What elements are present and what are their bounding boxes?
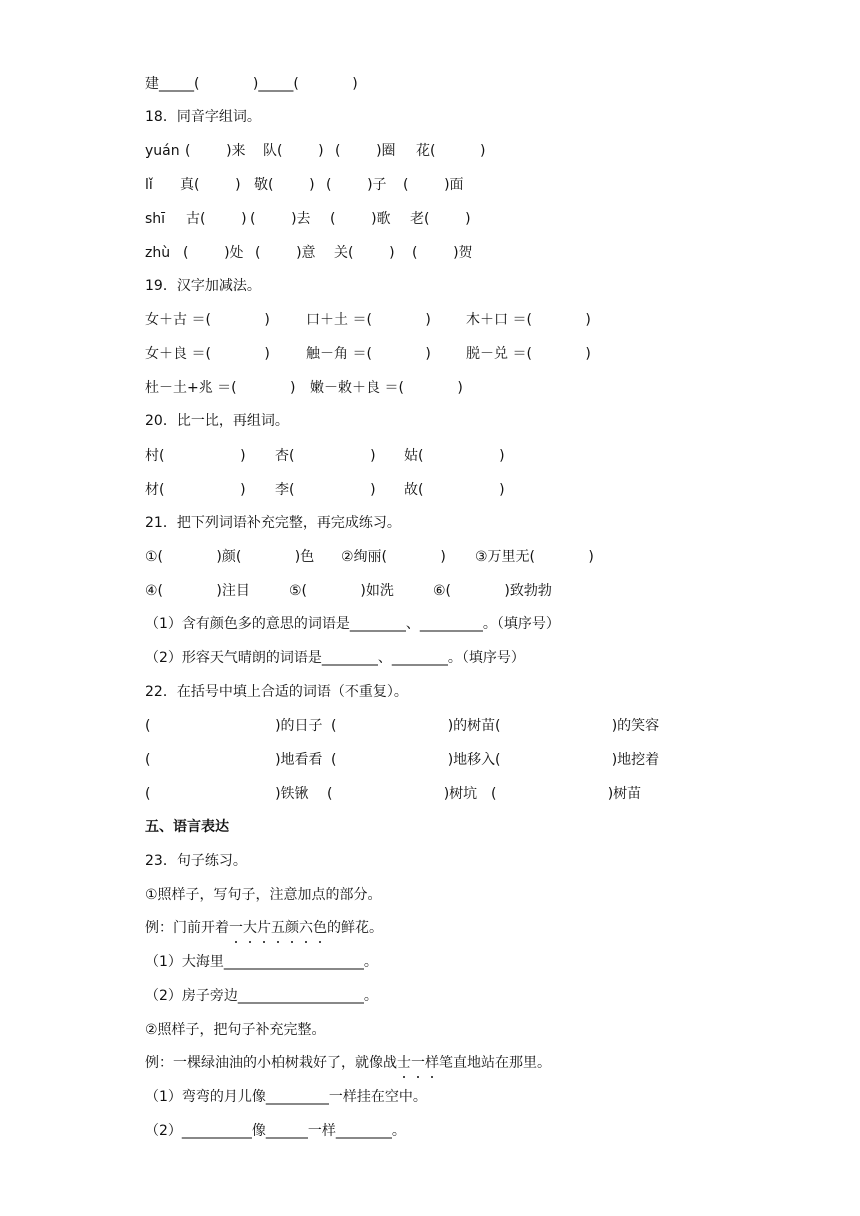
blank-item: ( )贺 [412, 245, 473, 261]
equation: 脱－兑 ＝( ) [466, 346, 591, 362]
blank-item: ( )处 [183, 245, 244, 261]
dotted-char: 士 [397, 1055, 411, 1071]
dotted-char: 六 [299, 920, 313, 936]
phrase-item: ( )的日子 [145, 718, 323, 734]
idiom-item: ④( )注目 [145, 583, 250, 599]
blank-item: 队( ) [263, 143, 324, 159]
compare-item: 村( ) [145, 448, 246, 464]
pinyin-label: shī [145, 211, 166, 227]
q17-tail-line: 建_____( )_____( ) [145, 76, 358, 92]
phrase-item: ( )的树苗 [331, 718, 496, 734]
pinyin-label: yuán [145, 143, 180, 159]
example-suffix: 笔直地站在那里。 [439, 1055, 551, 1071]
q21-sub1: （1）含有颜色多的意思的词语是________、_________。（填序号） [145, 616, 560, 632]
q23-part1-item1: （1）大海里____________________。 [145, 954, 378, 970]
phrase-item: ( )树苗 [491, 786, 642, 802]
equation: 触－角 ＝( ) [306, 346, 431, 362]
section-heading: 五、语言表达 [145, 819, 229, 835]
phrase-item: ( )地移入 [331, 752, 496, 768]
dotted-char: 片 [257, 920, 271, 936]
equation: 嫩－敕＋良 ＝( ) [310, 380, 463, 396]
blank-item: 真( ) [180, 177, 241, 193]
compare-item: 杏( ) [275, 448, 376, 464]
dotted-char: 样 [425, 1055, 439, 1071]
example-prefix: 例：一棵绿油油的小柏树栽好了，就像战 [145, 1055, 397, 1071]
blank-item: 花( ) [416, 143, 486, 159]
phrase-item: ( )树坑 [327, 786, 478, 802]
idiom-item: ⑤( )如洗 [289, 583, 394, 599]
q21-title: 21．把下列词语补充完整，再完成练习。 [145, 515, 401, 531]
example-suffix: 的鲜花。 [327, 920, 383, 936]
equation: 口＋土 ＝( ) [306, 312, 431, 328]
example-prefix: 例：门前开着 [145, 920, 229, 936]
blank-item: ( )圈 [335, 143, 396, 159]
blank-item: ( )子 [326, 177, 387, 193]
q23-part1-item2: （2）房子旁边__________________。 [145, 988, 378, 1004]
q23-part2-instruction: ②照样子，把句子补充完整。 [145, 1022, 326, 1038]
q23-part2-item2: （2）__________像______一样________。 [145, 1123, 406, 1139]
blank-item: ( )意 [255, 245, 316, 261]
blank-item: 古( ) [186, 211, 247, 227]
phrase-item: ( )铁锹 [145, 786, 309, 802]
q22-title: 22．在括号中填上合适的词语（不重复）。 [145, 684, 408, 700]
q18-title: 18．同音字组词。 [145, 109, 261, 125]
blank-item: ( )去 [250, 211, 311, 227]
dotted-char: 一 [229, 920, 243, 936]
compare-item: 李( ) [275, 482, 376, 498]
blank-item: ( )面 [403, 177, 464, 193]
q23-part2-item1: （1）弯弯的月儿像_________一样挂在空中。 [145, 1089, 427, 1105]
blank-item: 敬( ) [254, 177, 315, 193]
idiom-item: ②绚丽( ) [341, 549, 446, 565]
pinyin-label: lǐ [145, 177, 153, 193]
q20-title: 20．比一比，再组词。 [145, 413, 289, 429]
blank-item: ( )歌 [330, 211, 391, 227]
dotted-char: 一 [411, 1055, 425, 1071]
dotted-char: 大 [243, 920, 257, 936]
dotted-char: 色 [313, 920, 327, 936]
q23-title: 23．句子练习。 [145, 853, 247, 869]
blank-item: 关( ) [334, 245, 395, 261]
equation: 女＋古 ＝( ) [145, 312, 270, 328]
pinyin-label: zhù [145, 245, 171, 261]
equation: 木＋口 ＝( ) [466, 312, 591, 328]
blank-item: ( )来 [185, 143, 246, 159]
q23-part1-instruction: ①照样子，写句子，注意加点的部分。 [145, 887, 382, 903]
phrase-item: ( )的笑容 [495, 718, 660, 734]
compare-item: 姑( ) [404, 448, 505, 464]
idiom-item: ③万里无( ) [475, 549, 594, 565]
equation: 杜－土+兆 ＝( ) [145, 380, 296, 396]
q23-example1 [145, 918, 383, 938]
phrase-item: ( )地看看 [145, 752, 323, 768]
idiom-item: ⑥( )致勃勃 [433, 583, 552, 599]
q21-sub2: （2）形容天气晴朗的词语是________、________。（填序号） [145, 650, 525, 666]
q23-example2 [145, 1053, 551, 1073]
idiom-item: ①( )颜( )色 [145, 549, 315, 565]
dotted-char: 五 [271, 920, 285, 936]
compare-item: 材( ) [145, 482, 246, 498]
blank-item: 老( ) [410, 211, 471, 227]
phrase-item: ( )地挖着 [495, 752, 660, 768]
equation: 女＋良 ＝( ) [145, 346, 270, 362]
q19-title: 19．汉字加减法。 [145, 278, 261, 294]
compare-item: 故( ) [404, 482, 505, 498]
dotted-char: 颜 [285, 920, 299, 936]
